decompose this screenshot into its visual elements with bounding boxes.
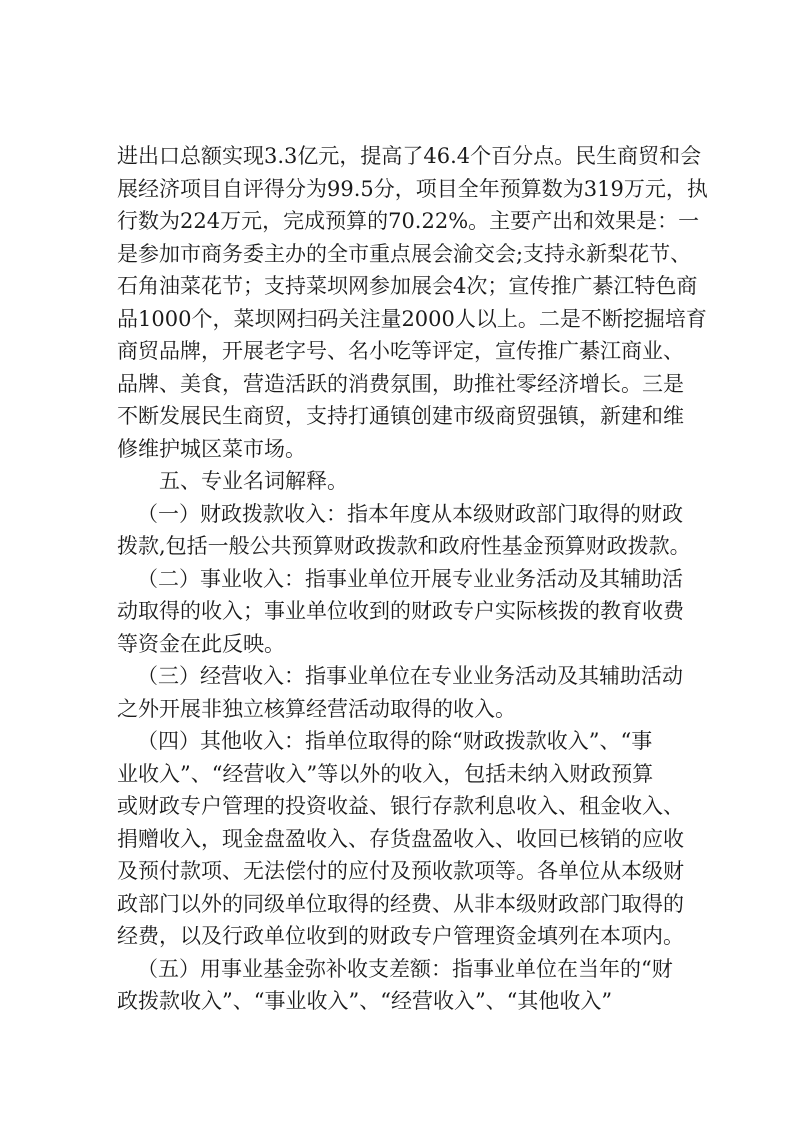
text-line: 捐赠收入，现金盘盈收入、存货盘盈收入、收回已核销的应收 (117, 826, 684, 851)
text-line: 政部门以外的同级单位取得的经费、从非本级财政部门取得的 (117, 891, 684, 916)
text-line: 拨款,包括一般公共预算财政拨款和政府性基金预算财政拨款。 (117, 534, 691, 558)
text-line: （二）事业收入：指事业单位开展专业业务活动及其辅助活 (137, 566, 683, 591)
text-line: 之外开展非独立核算经营活动取得的收入。 (117, 696, 516, 721)
text-line: 是参加市商务委主办的全市重点展会渝交会;支持永新梨花节、 (117, 241, 692, 266)
text-line: 品1000个，菜坝网扫码关注量2000人以上。二是不断挖掘培育 (117, 306, 707, 331)
text-line: 展经济项目自评得分为99.5分，项目全年预算数为319万元，执 (117, 176, 708, 201)
text-line: 及预付款项、无法偿付的应付及预收款项等。各单位从本级财 (117, 859, 684, 883)
text-line: 政拨款收入”、“事业收入”、“经营收入”、“其他收入” (117, 989, 613, 1013)
text-line: 石角油菜花节；支持菜坝网参加展会4次；宣传推广綦江特色商 (117, 274, 698, 298)
body-text (117, 140, 708, 1018)
text-line: 商贸品牌，开展老字号、名小吃等评定，宣传推广綦江商业、 (117, 339, 684, 363)
text-line: （五）用事业基金弥补收支差额：指事业单位在当年的“财 (137, 956, 673, 981)
section-heading: 五、专业名词解释。 (159, 469, 348, 493)
text-line: 业收入”、“经营收入”等以外的收入，包括未纳入财政预算 (117, 761, 654, 786)
text-line: （三）经营收入：指事业单位在专业业务活动及其辅助活动 (137, 664, 683, 688)
text-line: 或财政专户管理的投资收益、银行存款利息收入、租金收入、 (117, 794, 684, 818)
text-line: 经费，以及行政单位收到的财政专户管理资金填列在本项内。 (117, 924, 684, 948)
text-line: 品牌、美食，营造活跃的消费氛围，助推社零经济增长。三是 (117, 371, 684, 396)
text-line: 等资金在此反映。 (117, 631, 285, 656)
text-line: 修维护城区菜市场。 (117, 436, 306, 461)
text-line: （四）其他收入：指单位取得的除“财政拨款收入”、“事 (137, 729, 653, 753)
text-line: （一）财政拨款收入：指本年度从本级财政部门取得的财政 (137, 501, 683, 526)
text-line: 行数为224万元，完成预算的70.22%。主要产出和效果是：一 (117, 209, 700, 233)
text-line: 动取得的收入；事业单位收到的财政专户实际核拨的教育收费 (117, 599, 684, 623)
text-line: 不断发展民生商贸，支持打通镇创建市级商贸强镇，新建和维 (117, 404, 684, 428)
text-line: 进出口总额实现3.3亿元，提高了46.4个百分点。民生商贸和会 (117, 144, 702, 168)
